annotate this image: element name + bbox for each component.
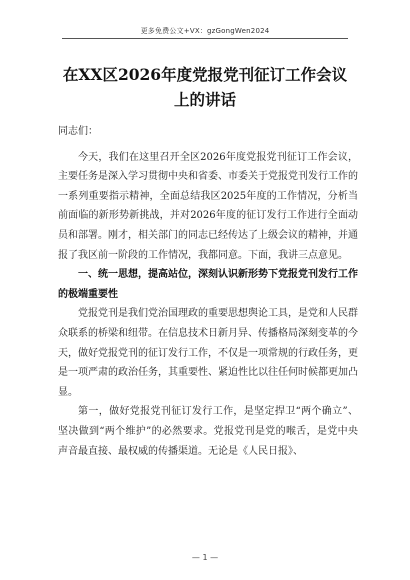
section-paragraph: 第一，做好党报党刊征订发行工作，是坚定捍卫“两个确立”、坚决做到“两个维护”的必然要求。党报党刊是党的喉舌，是党中央声音最直接、最权威的传播渠道。无论是《人民日报》、 xyxy=(58,406,358,457)
header-divider xyxy=(62,38,348,39)
document-title: 在XX区2026年度党报党刊征订工作会议上的讲话 xyxy=(62,65,348,109)
page-number: — 1 — xyxy=(191,553,219,562)
greeting: 同志们： xyxy=(58,126,98,137)
section-heading: 一、统一思想，提高站位，深刻认识新形势下党报党刊发行工作的极端重要性 xyxy=(58,269,358,300)
header-note: 更多免费公文+VX：gzGongWen2024 xyxy=(140,27,270,35)
section-paragraph: 党报党刊是我们党治国理政的重要思想舆论工具，是党和人民群众联系的桥梁和纽带。在信息技术日新月异、传播格局深刻变革的今天，做好党报党刊的征订发行工作，不仅是一项常规的行政任务，更是一项严肃的政治任务，其重要性、紧迫性比以往任何时候都更加凸显。 xyxy=(58,308,358,398)
document-body xyxy=(58,122,358,461)
intro-paragraph: 今天，我们在这里召开全区2026年度党报党刊征订工作会议，主要任务是深入学习贯彻中央和省委、市委关于党报党刊发行工作的一系列重要指示精神，全面总结我区2025年度的工作情况，分析当前面临的新形势新挑战，并对2026年度的征订发行工作进行全面动员和部署。刚才，相关部门的同志已经传达了上级会议的精神，并通报了我区前一阶段的工作情况，我都同意。下面，我讲三点意见。 xyxy=(58,151,358,261)
